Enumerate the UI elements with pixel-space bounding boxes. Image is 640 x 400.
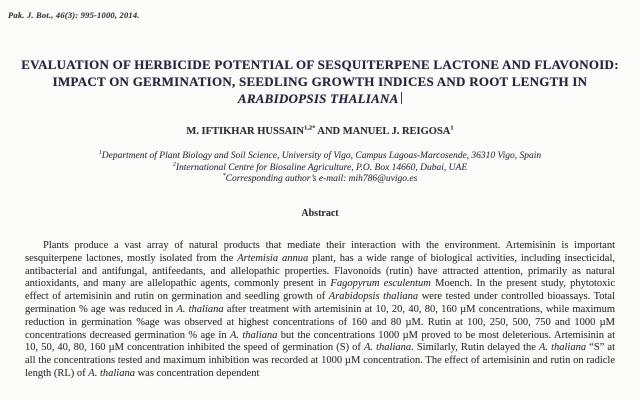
abstract-paragraph [25, 240, 615, 381]
affiliation-centre: $^2$International Centre for Biosaline Agriculture, P.O. Box 14660, Dubai, UAE [172, 161, 468, 173]
journal-reference: Pak. J. Bot., 46(3): 995-1000, 2014. [8, 10, 140, 20]
text-cursor-mark [401, 92, 403, 104]
paper-title [16, 56, 624, 107]
abstract-text: Plants produce a vast array of natural products that mediate their interaction with the environment. Artemisinin is important sesquiterpene lactones, mostly isolated from the Artemisia annua plant, has a wide range of biological activities, including insecticidal, antibacterial and antifungal, antifeedants, and allelopathic properties. Flavonoids (rutin) have attracted attention, primarily as natural antioxidants, and many are allelopathic agents, commonly present in Fagopyrum esculentum Moench. In the present study, phytotoxic effect of artemisinin and rutin on germination and seedling growth of Arabidopsis thaliana were tested under controlled bioassays. Total germination % age was reduced in A. thaliana after treatment with artemisinin at 10, 20, 40, 80, 160 µM concentrations, while maximum reduction in germination %age was observed at highest concentrations of 160 and 80 µM. Rutin at 100, 250, 500, 750 and 1000 µM concentrations decreased germination % age in A. thaliana but the concentrations 1000 µM proved to be most deleterious. Artemisinin at 10, 50, 40, 80, 160 µM concentration inhibited the speed of germination (S) of A. thaliana. Similarly, Rutin delayed the A. thaliana “S” at all the concentrations tested and maximum inhibition was recorded at 1000 µM concentration. The effect of artemisinin and rutin on radicle length (RL) of A. thaliana was concentration dependent [25, 240, 616, 379]
abstract-heading: Abstract [301, 208, 339, 219]
affiliation-department: $^1$Department of Plant Biology and Soil Science, University of Vigo, Campus Lagoas-Marcosende, 36310 Vigo, Spain [98, 149, 542, 161]
corresponding-author-email: *Corresponding author’s e-mail: mih786@uvigo.es [222, 172, 418, 184]
paper-title-text: EVALUATION OF HERBICIDE POTENTIAL OF SESQUITERPENE LACTONE AND FLAVONOID: IMPACT ON GERMINATION, SEEDLING GROWTH INDICES AND ROOT LENGTH IN ARABIDOPSIS THALIANA [21, 57, 619, 106]
authors-text: M. IFTIKHAR $HUSSAIN^{1,2*}$ AND MANUEL J. REIGOSA$^1$ [186, 124, 454, 137]
affiliations-block [0, 151, 640, 186]
authors-line [0, 126, 640, 137]
